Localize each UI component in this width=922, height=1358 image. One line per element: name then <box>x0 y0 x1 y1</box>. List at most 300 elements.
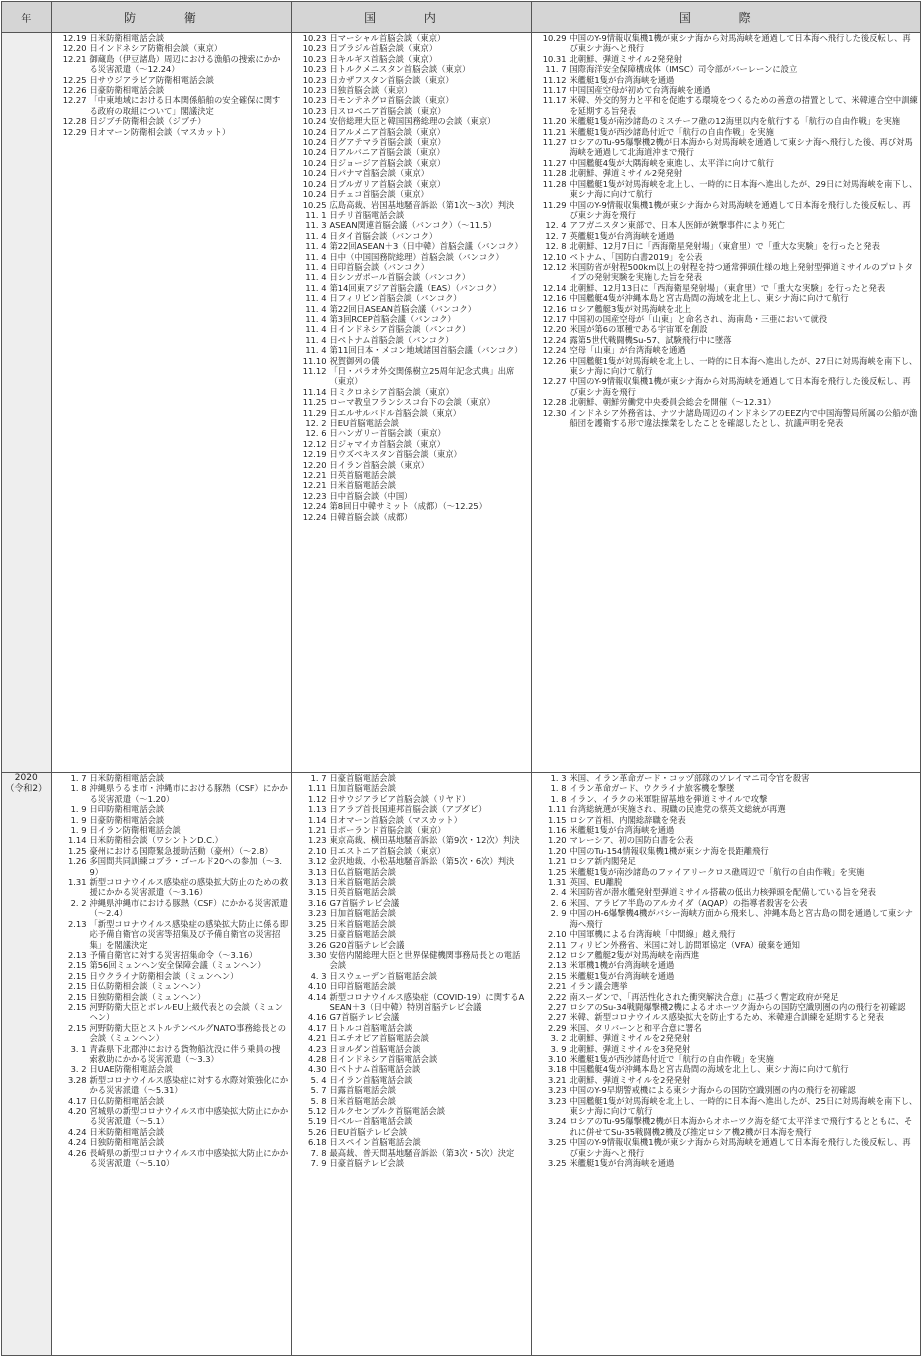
event-entry <box>292 418 531 428</box>
event-text: 日米防衛相電話会談 <box>89 33 165 43</box>
event-entry <box>532 877 921 887</box>
event-text: 日ミクロネシア首脳会談（東京） <box>329 386 454 397</box>
event-text: 北朝鮮、弾道ミサイル2発発射 <box>569 53 683 64</box>
event-entry <box>292 1148 531 1158</box>
domestic-column <box>291 773 531 1357</box>
event-date: 3.25 <box>308 918 327 929</box>
event-date: 4.24 <box>68 1137 87 1148</box>
event-text: 沖縄県沖縄市における豚熱（CSF）にかかる災害派遣（～2.4） <box>89 897 288 919</box>
event-text: 日ハンガリー首脳会談（東京） <box>329 428 446 439</box>
event-date: 3.23 <box>548 1095 567 1106</box>
event-entry <box>52 898 291 919</box>
event-text: 日米防衛相電話会談 <box>89 773 165 783</box>
event-text: 中国のY-9情報収集機1機が東シナ海から対馬海峡を通過して日本海を飛行した後反転し、再び東シナ海へと飛行 <box>569 1137 911 1158</box>
event-text: 安倍内閣総理大臣と世界保健機関事務局長との電話会談 <box>329 949 521 971</box>
event-date: 3. 1 <box>70 1043 87 1054</box>
header-international: 国 際 <box>531 2 920 33</box>
event-text: 第11回日本・メコン地域諸国首脳会議（バンコク） <box>329 345 523 356</box>
event-text: 日ブルガリア首脳会談（東京） <box>329 178 446 189</box>
event-text: 国際海洋安全保障構成体（IMSC）司令部がバーレーンに設立 <box>569 64 798 75</box>
event-entry <box>292 992 531 1013</box>
event-text: 日グアテマラ首脳会談（東京） <box>329 137 446 148</box>
event-text: 日ベトナム首脳会談（バンコク） <box>329 334 454 345</box>
event-text: 日英首脳電話会談 <box>329 470 396 481</box>
event-date: 10.24 <box>302 116 327 127</box>
event-date: 3.25 <box>308 929 327 940</box>
event-text: 沖縄県うるま市・沖縄市における豚熱（CSF）にかかる災害派遣（～1.20） <box>89 783 288 804</box>
event-date: 10.23 <box>302 33 327 43</box>
event-entry <box>532 95 921 116</box>
event-entry <box>532 376 921 397</box>
event-text: 日米首脳電話会談 <box>329 1095 396 1106</box>
event-entry <box>292 324 531 334</box>
event-text: 日ベトナム首脳電話会談 <box>329 1064 421 1075</box>
event-text: 中国艦艇1隻が対馬海峡を北上し、一時的に日本海へ進出したが、27日に対馬海峡を南下し、東シナ海に向けて航行 <box>569 355 918 376</box>
event-entry <box>292 314 531 324</box>
event-entry <box>52 773 291 783</box>
event-entry <box>52 1148 291 1169</box>
event-entry <box>532 408 921 429</box>
event-text: 米艦艇1隻が台湾海峡を通過 <box>569 825 675 836</box>
event-date: 4. 3 <box>310 970 327 981</box>
event-text: 日仏防衛相電話会談 <box>89 1095 165 1106</box>
header-domestic: 国 内 <box>291 2 531 33</box>
event-date: 10.24 <box>302 147 327 158</box>
event-text: 日加首脳電話会談 <box>329 783 396 794</box>
event-date: 4.20 <box>68 1106 87 1116</box>
event-text: ロシア新内閣発足 <box>569 856 636 867</box>
event-entry <box>52 1075 291 1096</box>
event-text: 日モンテネグロ首脳会談（東京） <box>329 95 454 106</box>
event-date: 1. 8 <box>550 783 567 794</box>
event-text: 米艦艇1隻が西沙諸島付近で「航行の自由作戦」を実施 <box>569 1053 774 1064</box>
event-entry <box>292 480 531 490</box>
event-text: 予備自衛官に対する災害招集命令（～3.16） <box>89 949 258 960</box>
event-date: 2.15 <box>68 991 87 1002</box>
event-date: 2.12 <box>548 949 567 960</box>
event-entry <box>292 971 531 981</box>
event-date: 3.16 <box>308 897 327 908</box>
event-text: 米国、イラン革命ガード・コッヅ部隊のソレイマニ司令官を殺害 <box>569 773 810 783</box>
event-date: 1.23 <box>308 835 327 846</box>
event-text: 英国、EU離脱 <box>569 877 623 888</box>
event-entry <box>532 1002 921 1012</box>
event-date: 7. 8 <box>310 1147 327 1158</box>
event-entry <box>532 835 921 845</box>
event-date: 10.24 <box>302 137 327 148</box>
event-text: 中国艦艇4隻が沖縄本島と宮古島間の海域を北上し、東シナ海に向けて航行 <box>569 1064 849 1075</box>
event-date: 3.25 <box>548 1137 567 1148</box>
event-entry <box>532 981 921 991</box>
event-date: 1.20 <box>548 845 567 856</box>
event-text: 日ルクセンブルク首脳電話会談 <box>329 1106 445 1116</box>
event-text: 祝賀御列の儀 <box>329 355 380 366</box>
event-entry <box>532 116 921 126</box>
event-date: 11.14 <box>302 386 327 397</box>
event-date: 12.30 <box>542 407 567 418</box>
event-date: 11.29 <box>542 199 567 210</box>
event-entry <box>52 971 291 981</box>
event-entry <box>532 64 921 74</box>
event-text: 日イラン首脳電話会談 <box>329 1074 413 1085</box>
event-date: 12.24 <box>302 501 327 512</box>
event-entry <box>292 220 531 230</box>
event-entry <box>532 1116 921 1137</box>
event-date: 3.26 <box>308 939 327 950</box>
event-text: 日ジョージア首脳会談（東京） <box>329 157 446 168</box>
event-date: 2.11 <box>548 939 567 950</box>
event-date: 11.21 <box>542 126 567 137</box>
event-date: 4.14 <box>308 991 327 1002</box>
event-text: 日豪首脳電話会談 <box>329 929 396 940</box>
event-entry <box>292 397 531 407</box>
event-entry <box>532 1023 921 1033</box>
event-date: 4.30 <box>308 1064 327 1075</box>
year-row-2019 <box>2 33 920 773</box>
event-entry <box>292 283 531 293</box>
event-text: アフガニスタン東部で、日本人医師が銃撃事件により死亡 <box>569 220 785 231</box>
event-text: 日米防衛相会談（ワシントンD.C.） <box>89 835 223 846</box>
event-entry <box>532 85 921 95</box>
event-entry <box>292 783 531 793</box>
event-entry <box>532 1033 921 1043</box>
event-entry <box>52 75 291 85</box>
event-date: 11.10 <box>302 355 327 366</box>
event-text: 多国間共同訓練コブラ・ゴールド20への参加（～3.9） <box>89 856 283 877</box>
event-text: 日オマーン防衛相会談（マスカット） <box>89 126 231 137</box>
event-entry <box>52 1044 291 1065</box>
event-text: 第14回東アジア首脳会議（EAS）（バンコク） <box>329 282 502 293</box>
event-entry <box>292 1106 531 1116</box>
event-date: 4.23 <box>308 1043 327 1054</box>
event-entry <box>52 950 291 960</box>
event-text: 日サウジアラビア防衛相電話会談 <box>89 74 214 85</box>
event-entry <box>532 397 921 407</box>
event-entry <box>292 1012 531 1022</box>
event-entry <box>292 1158 531 1168</box>
event-entry <box>52 783 291 804</box>
event-text: 米韓、外交的努力と平和を促進する環境をつくるための善意の措置として、米韓連合空中訓練を延期する旨発表 <box>569 95 918 116</box>
event-date: 10.24 <box>302 157 327 168</box>
event-date: 10.23 <box>302 95 327 106</box>
event-text: 日ジブチ防衛相会談（ジブチ） <box>89 116 206 127</box>
event-text: 北朝鮮、弾道ミサイルを3発発射 <box>569 1043 691 1054</box>
event-text: 米艦艇1隻が南沙諸島のミスチーフ礁の12海里以内を航行する「航行の自由作戦」を実施 <box>569 116 901 127</box>
event-entry <box>292 1137 531 1147</box>
event-entry <box>532 1096 921 1117</box>
event-entry <box>532 1054 921 1064</box>
event-entry <box>532 158 921 168</box>
event-date: 1.14 <box>68 835 87 846</box>
event-entry <box>292 356 531 366</box>
event-entry <box>532 1158 921 1168</box>
event-text: 日オマーン首脳会談（マスカット） <box>329 814 463 825</box>
event-text: 日インドネシア首脳会談（バンコク） <box>329 324 471 335</box>
event-entry <box>292 428 531 438</box>
event-entry <box>52 1096 291 1106</box>
event-text: 中国艦艇1隻が対馬海峡を北上し、一時的に日本海へ進出したが、25日に対馬海峡を南下し、東シナ海に向けて航行 <box>569 1095 918 1116</box>
event-entry <box>532 825 921 835</box>
event-date: 5. 7 <box>310 1085 327 1096</box>
event-date: 2.22 <box>548 991 567 1002</box>
event-entry <box>292 147 531 157</box>
event-text: ロシアのTu-95爆撃機2機が日本海から対馬海峡を通過して東シナ海へ飛行した後、再び対馬海峡を通過して北海道沖まで飛行 <box>569 137 913 158</box>
event-entry <box>292 773 531 783</box>
event-text: 日中首脳会談（中国） <box>329 490 413 501</box>
event-entry <box>532 773 921 783</box>
event-entry <box>532 252 921 262</box>
event-entry <box>292 366 531 387</box>
event-date: 1. 3 <box>550 773 567 783</box>
event-text: 第22回日ASEAN首脳会議（バンコク） <box>329 303 476 314</box>
event-entry <box>292 815 531 825</box>
event-text: ロシア艦艇2隻が対馬海峡を南西進 <box>569 949 700 960</box>
event-text: 日ウズベキスタン首脳会談（東京） <box>329 449 462 460</box>
event-date: 10.23 <box>302 74 327 85</box>
event-entry <box>52 95 291 116</box>
event-text: 日独首脳会談（東京） <box>329 85 413 96</box>
event-date: 12.26 <box>62 85 87 96</box>
event-entry <box>292 501 531 511</box>
event-date: 11. 4 <box>305 261 327 272</box>
event-date: 4.17 <box>68 1095 87 1106</box>
event-date: 3.28 <box>68 1074 87 1085</box>
event-entry <box>292 919 531 929</box>
event-text: 日マーシャル首脳会談（東京） <box>329 33 446 43</box>
event-text: 中国のY-9情報収集機1機が東シナ海から対馬海峡を通過して日本海を飛行した後反転し、再び東シナ海を飛行 <box>569 199 911 220</box>
event-text: 日ポーランド首脳会談（東京） <box>329 825 446 836</box>
event-date: 12.21 <box>302 480 327 491</box>
event-entry <box>532 846 921 856</box>
event-text: 北朝鮮、12月7日に「西海衛星発射場」（東倉里）で「重大な実験」を行ったと発表 <box>569 241 880 252</box>
event-date: 10.23 <box>302 53 327 64</box>
event-entry <box>292 95 531 105</box>
event-entry <box>52 43 291 53</box>
event-text: マレーシア、初の国防白書を公表 <box>569 835 694 846</box>
event-entry <box>292 898 531 908</box>
event-date: 2.13 <box>68 949 87 960</box>
event-entry <box>532 940 921 950</box>
header-row <box>2 2 920 33</box>
event-text: 米国、アラビア半島のアルカイダ（AQAP）の指導者殺害を公表 <box>569 897 808 908</box>
event-entry <box>532 179 921 200</box>
header-defense: 防 衛 <box>51 2 291 33</box>
event-text: 米国、タリバーンと和平合意に署名 <box>569 1022 702 1033</box>
event-entry <box>292 439 531 449</box>
event-entry <box>532 783 921 793</box>
event-date: 2.29 <box>548 1022 567 1033</box>
event-entry <box>532 324 921 334</box>
event-text: 東京高裁、横田基地騒音訴訟（第9次・12次）判決 <box>329 835 520 846</box>
event-date: 11. 4 <box>305 293 327 304</box>
event-date: 2.15 <box>68 960 87 971</box>
event-text: 日独防衛相会談（ミュンヘン） <box>89 991 206 1002</box>
event-entry <box>292 1085 531 1095</box>
event-entry <box>292 835 531 845</box>
event-date: 2.10 <box>308 845 327 856</box>
event-entry <box>52 919 291 950</box>
event-text: 日韓首脳会談（成都） <box>329 511 413 522</box>
event-date: 5. 4 <box>310 1074 327 1085</box>
event-text: 日アルメニア首脳会談（東京） <box>329 126 446 137</box>
event-date: 10.25 <box>302 199 327 210</box>
event-date: 3.23 <box>308 908 327 919</box>
event-date: 1.16 <box>548 825 567 836</box>
event-text: 日フィリピン首脳会談（バンコク） <box>329 293 462 304</box>
event-entry <box>292 1023 531 1033</box>
event-date: 3.12 <box>308 856 327 867</box>
event-text: 米艦艇1隻が南沙諸島のファイアリークロス礁周辺で「航行の自由作戦」を実施 <box>569 866 865 877</box>
event-date: 4.26 <box>68 1147 87 1158</box>
event-entry <box>52 877 291 898</box>
event-date: 3. 2 <box>550 1033 567 1044</box>
year-cell: 2020 （令和2） <box>2 773 51 1357</box>
event-text: 南スーダンで、「再活性化された衝突解決合意」に基づく暫定政府が発足 <box>569 991 839 1002</box>
event-entry <box>532 345 921 355</box>
event-entry <box>292 231 531 241</box>
event-text: 米国が第6の軍種である宇宙軍を創設 <box>569 324 708 335</box>
event-text: 金沢地裁、小松基地騒音訴訟（第5次・6次）判決 <box>329 856 515 867</box>
event-text: 中国初の国産空母が「山東」と命名され、海南島・三亜において就役 <box>569 313 828 324</box>
event-date: 1. 9 <box>70 825 87 836</box>
event-text: 日アルバニア首脳会談（東京） <box>329 147 445 158</box>
event-entry <box>292 345 531 355</box>
event-entry <box>532 960 921 970</box>
event-date: 5. 8 <box>310 1095 327 1106</box>
event-text: 露第5世代戦闘機Su-57、試験飛行中に墜落 <box>569 334 732 345</box>
event-entry <box>52 856 291 877</box>
event-text: 日米防衛相電話会談 <box>89 1126 165 1137</box>
event-text: ロシア首相、内閣総辞職を発表 <box>569 814 686 825</box>
event-text: 日米首脳電話会談 <box>329 480 396 491</box>
event-entry <box>532 75 921 85</box>
event-date: 12.10 <box>542 251 567 262</box>
event-text: ベトナム、「国防白書2019」を公表 <box>569 251 703 262</box>
event-date: 12.24 <box>302 511 327 522</box>
event-text: 日インドネシア防衛相会談（東京） <box>89 43 223 54</box>
event-entry <box>52 1023 291 1044</box>
event-date: 1.11 <box>308 783 327 794</box>
event-text: 「中東地域における日本関係船舶の安全確保に関する政府の取組について」閣議決定 <box>89 95 281 116</box>
event-entry <box>292 137 531 147</box>
event-entry <box>52 1106 291 1127</box>
event-entry <box>532 54 921 64</box>
event-text: 「新型コロナウイルス感染症の感染拡大防止に係る即応予備自衛官の災害等招集及び予備自衛官の災害招集」を閣議決定 <box>89 918 289 950</box>
event-entry <box>292 408 531 418</box>
event-text: 日トルクメニスタン首脳会談（東京） <box>329 64 471 75</box>
event-text: 日加首脳電話会談 <box>329 908 396 919</box>
event-text: 日印首脳電話会談 <box>329 981 396 992</box>
event-entry <box>532 898 921 908</box>
event-date: 12.28 <box>542 397 567 408</box>
event-text: 日アラブ首長国連邦首脳会談（アブダビ） <box>329 804 487 815</box>
event-date: 1.31 <box>68 877 87 888</box>
event-date: 11. 4 <box>305 241 327 252</box>
event-date: 2.27 <box>548 1012 567 1023</box>
event-entry <box>52 804 291 814</box>
event-text: 宮城県の新型コロナウイルス市中感染拡大防止にかかる災害派遣（～5.1） <box>89 1106 289 1127</box>
event-date: 3.23 <box>548 1085 567 1096</box>
event-entry <box>532 1064 921 1074</box>
event-text: 日仏防衛相会談（ミュンヘン） <box>89 981 206 992</box>
event-date: 11. 7 <box>545 64 567 75</box>
chronology-table <box>2 2 920 1356</box>
event-date: 2. 9 <box>550 908 567 919</box>
event-text: 中国のY-9情報収集機1機が東シナ海から対馬海峡を通過して日本海を飛行した後反転し、再び東シナ海を飛行 <box>569 376 911 397</box>
event-date: 4.28 <box>308 1053 327 1064</box>
event-date: 3.13 <box>308 866 327 877</box>
event-entry <box>52 116 291 126</box>
event-text: 日米首脳電話会談 <box>329 877 396 888</box>
event-date: 2.21 <box>548 981 567 992</box>
event-entry <box>292 54 531 64</box>
international-column <box>531 33 920 773</box>
event-date: 12. 2 <box>305 418 327 429</box>
event-date: 3.10 <box>548 1053 567 1064</box>
event-entry <box>292 825 531 835</box>
event-date: 1.12 <box>308 793 327 804</box>
event-entry <box>532 293 921 303</box>
event-text: 第56回ミュンヘン安全保障会議（ミュンヘン） <box>89 960 266 971</box>
event-date: 4.24 <box>68 1126 87 1137</box>
event-date: 12.25 <box>62 74 87 85</box>
event-date: 3.15 <box>308 887 327 898</box>
event-entry <box>292 262 531 272</box>
event-text: 日タイ首脳会談（バンコク） <box>329 230 438 241</box>
event-text: 中国国産空母が初めて台湾海峡を通過 <box>569 85 711 96</box>
event-date: 10.23 <box>302 105 327 116</box>
event-date: 1.21 <box>548 856 567 867</box>
event-entry <box>292 491 531 501</box>
event-date: 10.24 <box>302 189 327 200</box>
event-text: インドネシア外務省は、ナツナ諸島周辺のインドネシアのEEZ内で中国海警局所属の公船が漁船団を護衛する形で違法操業をしたことを確認したとし、抗議声明を発表 <box>569 407 918 429</box>
event-date: 1.25 <box>68 845 87 856</box>
event-date: 10.24 <box>302 126 327 137</box>
event-date: 12.12 <box>542 261 567 272</box>
event-date: 3.30 <box>308 949 327 960</box>
event-text: 北朝鮮、弾道ミサイルを2発発射 <box>569 1033 691 1044</box>
event-text: 安倍総理大臣と韓国国務総理の会談（東京） <box>329 116 496 127</box>
event-entry <box>52 1064 291 1074</box>
event-text: 米軍機1機が台湾海峡を通過 <box>569 960 675 971</box>
event-entry <box>292 887 531 897</box>
event-entry <box>532 867 921 877</box>
event-entry <box>292 1127 531 1137</box>
event-text: 日スロベニア首脳会談（東京） <box>329 105 446 116</box>
event-date: 12. 6 <box>305 428 327 439</box>
event-date: 11. 4 <box>305 282 327 293</box>
event-text: ロシアのSu-34戦闘爆撃機2機によるオホーツク海からの国防空識別圏の内の飛行を初確認 <box>569 1001 906 1012</box>
event-date: 10.23 <box>302 64 327 75</box>
event-text: 広島高裁、岩国基地騒音訴訟（第1次～3次）判決 <box>329 199 515 210</box>
event-date: 2.15 <box>548 970 567 981</box>
event-date: 12.27 <box>542 376 567 387</box>
event-text: 日イラン首脳会談（東京） <box>329 459 430 470</box>
event-text: 長崎県の新型コロナウイルス市中感染拡大防止にかかる災害派遣（～5.10） <box>89 1147 289 1169</box>
event-date: 12.23 <box>302 490 327 501</box>
event-entry <box>532 168 921 178</box>
event-date: 4.16 <box>308 1012 327 1023</box>
event-text: 青森県下北郡沖における貨物船沈没に伴う乗員の捜索救助にかかる災害派遣（～3.3） <box>89 1043 281 1064</box>
event-date: 12.29 <box>62 126 87 137</box>
event-date: 11. 1 <box>305 209 327 220</box>
event-date: 1.25 <box>548 866 567 877</box>
event-text: 台湾総統選が実施され、現職の民進党の蔡英文総統が再選 <box>569 804 786 815</box>
event-entry <box>292 1033 531 1043</box>
event-entry <box>52 992 291 1002</box>
event-date: 1. 8 <box>70 783 87 794</box>
event-entry <box>52 1127 291 1137</box>
